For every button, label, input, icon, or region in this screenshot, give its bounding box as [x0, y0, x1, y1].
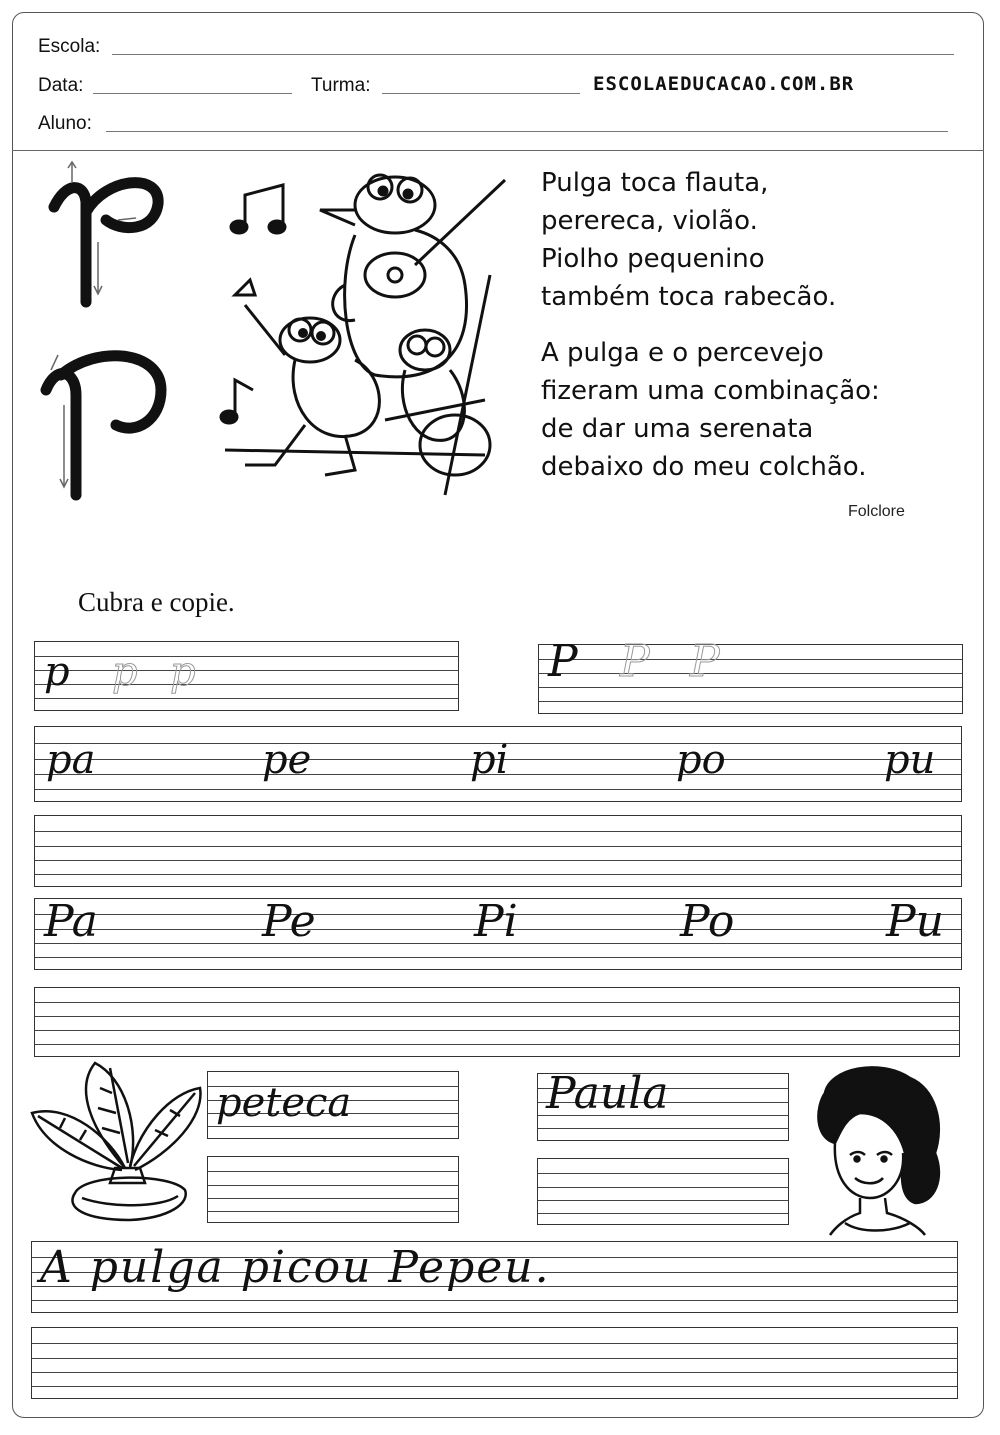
turma-field[interactable]: [382, 93, 580, 94]
writing-box-blank-2[interactable]: [34, 987, 960, 1057]
syllable-pe: pe: [262, 737, 312, 783]
header-divider: [12, 150, 984, 151]
escola-field[interactable]: [112, 54, 954, 55]
model-letter: P: [548, 636, 578, 687]
writing-box-paula-copy[interactable]: [537, 1158, 789, 1225]
syllable-Pe: Pe: [262, 896, 316, 947]
exercise-instruction: Cubra e copie.: [78, 587, 235, 617]
cursive-p-upper-icon: [36, 345, 176, 500]
aluno-field[interactable]: [106, 131, 948, 132]
aluno-label: Aluno:: [38, 113, 92, 134]
syllable-Pu: Pu: [886, 896, 944, 947]
syllable-pu: pu: [884, 737, 936, 783]
poem-line: perereca, violão.: [541, 206, 758, 236]
sentence-model: A pulga picou Pepeu.: [40, 1242, 551, 1293]
poem-credit: Folclore: [848, 503, 905, 520]
writing-box-p-upper[interactable]: [538, 636, 963, 714]
poem-line: Pulga toca flauta,: [541, 168, 769, 198]
writing-box-p-lower[interactable]: [34, 641, 459, 711]
site-url: ESCOLAEDUCACAO.COM.BR: [593, 73, 855, 95]
syllable-po: po: [676, 737, 726, 783]
trace-letter: p: [170, 649, 196, 695]
syllable-Pi: Pi: [474, 896, 518, 947]
data-label: Data:: [38, 75, 84, 96]
cursive-p-lower-icon: [36, 162, 176, 312]
syllable-Po: Po: [680, 896, 735, 947]
poem-line: A pulga e o percevejo: [541, 338, 824, 368]
poem-line: Piolho pequenino: [541, 244, 765, 274]
trace-letter: P: [690, 636, 720, 687]
writing-box-blank-1[interactable]: [34, 815, 962, 887]
musicians-illustration-icon: [205, 165, 515, 500]
writing-box-peteca-copy[interactable]: [207, 1156, 459, 1223]
writing-box-sentence-copy[interactable]: [31, 1327, 958, 1399]
peteca-illustration-icon: [30, 1058, 205, 1233]
word-paula: Paula: [546, 1068, 669, 1119]
syllable-pa: pa: [46, 737, 96, 783]
escola-label: Escola:: [38, 36, 101, 57]
poem-line: também toca rabecão.: [541, 282, 837, 312]
trace-letter: p: [112, 649, 138, 695]
model-letter: p: [44, 649, 70, 695]
syllable-pi: pi: [470, 737, 509, 783]
poem-line: de dar uma serenata: [541, 414, 814, 444]
paula-illustration-icon: [805, 1063, 950, 1238]
word-peteca: peteca: [216, 1080, 352, 1126]
poem-line: debaixo do meu colchão.: [541, 452, 867, 482]
syllable-Pa: Pa: [44, 896, 98, 947]
trace-letter: P: [620, 636, 650, 687]
turma-label: Turma:: [311, 75, 371, 96]
poem-line: fizeram uma combinação:: [541, 376, 880, 406]
data-field[interactable]: [93, 93, 292, 94]
